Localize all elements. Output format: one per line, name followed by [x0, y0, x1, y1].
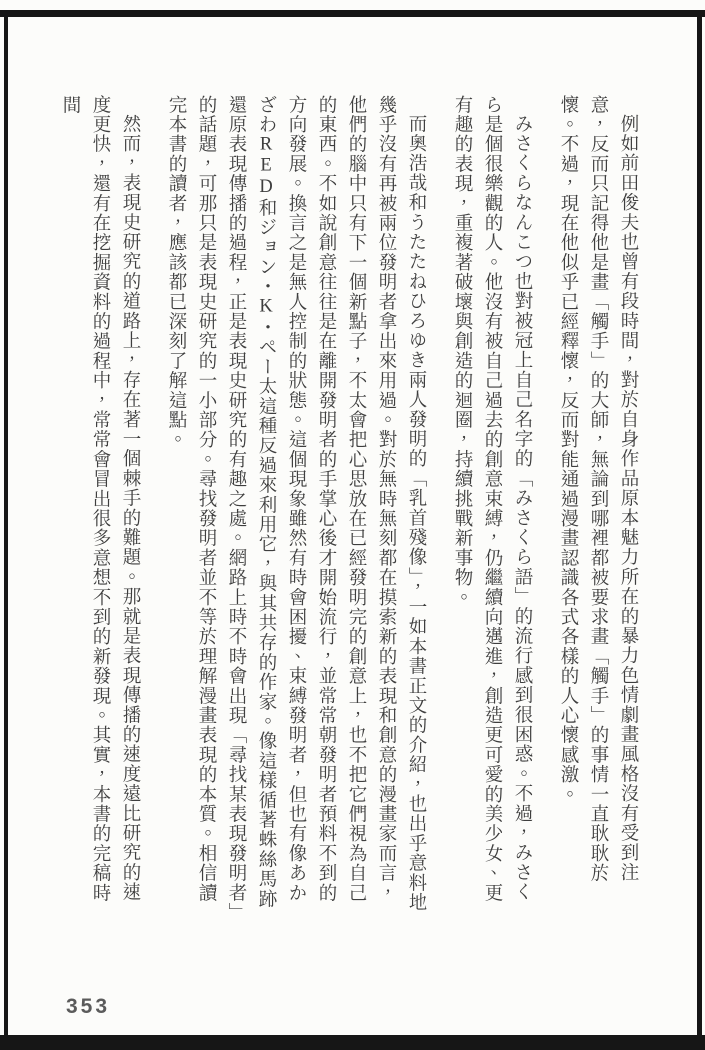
paragraph-4: 然而，表現史研究的道路上，存在著一個棘手的難題。那就是表現傳播的速度遠比研究的速度更快，還有在挖掘資料的過程中，常常會冒出很多意想不到的新發現。其實，本書的完稿時間: [60, 95, 140, 903]
paragraph-3: 而奧浩哉和うたたねひろゆき兩人發明的「乳首殘像」，一如本書正文的介紹，也出乎意料地幾乎沒有再被兩位發明者拿出來用過。對於無時無刻都在摸索新的表現和創意的漫畫家而言，他們的腦中只有下一個新點子，不太會把心思放在已經發明完的創意上，也不把它們視為自己的東西。不如說創意往往是在離開發明者的手掌心後才開始流行，並常常朝發明者預料不到的方向發展。換言之是無人控制的狀態。這個現象雖然有時會困擾、束縛發明者，但也有像あかざわRED和ジョン・K・ペー太這種反過來利用它，與其共存的作家。像這樣循著蛛絲馬跡還原表現傳播的過程，正是表現史研究的有趣之處。網路上時不時會出現「尋找某表現發明者」的話題，可那只是表現史研究的一小部分。尋找發明者並不等於理解漫畫表現的本質。相信讀完本書的讀者，應該都已深刻了解這點。: [166, 95, 426, 914]
paragraph-2: みさくらなんこつ也對被冠上自己名字的「みさくら語」的流行感到很困惑。不過，みさくら是個很樂觀的人。他沒有被自己過去的創意束縛，仍繼續向邁進，創造更可愛的美少女、更有趣的表現，重複著破壞與創造的迴圈，持續挑戰新事物。: [452, 95, 532, 903]
scan-border-left: [4, 14, 8, 1036]
page-number: 353: [66, 995, 111, 1018]
scan-border-bottom: [0, 1035, 705, 1050]
scan-border-top: [0, 10, 705, 17]
scan-border-right: [697, 14, 702, 1036]
afterword-text-block: [55, 95, 643, 917]
paragraph-1: 例如前田俊夫也曾有段時間，對於自身作品原本魅力所在的暴力色情劇畫風格沒有受到注意，反而只記得他是畫「觸手」的大師，無論到哪裡都被要求畫「觸手」的事情一直耿耿於懷。不過，現在他似乎已經釋懷，反而對能通過漫畫認識各式各樣的人心懷感激。: [558, 95, 638, 883]
